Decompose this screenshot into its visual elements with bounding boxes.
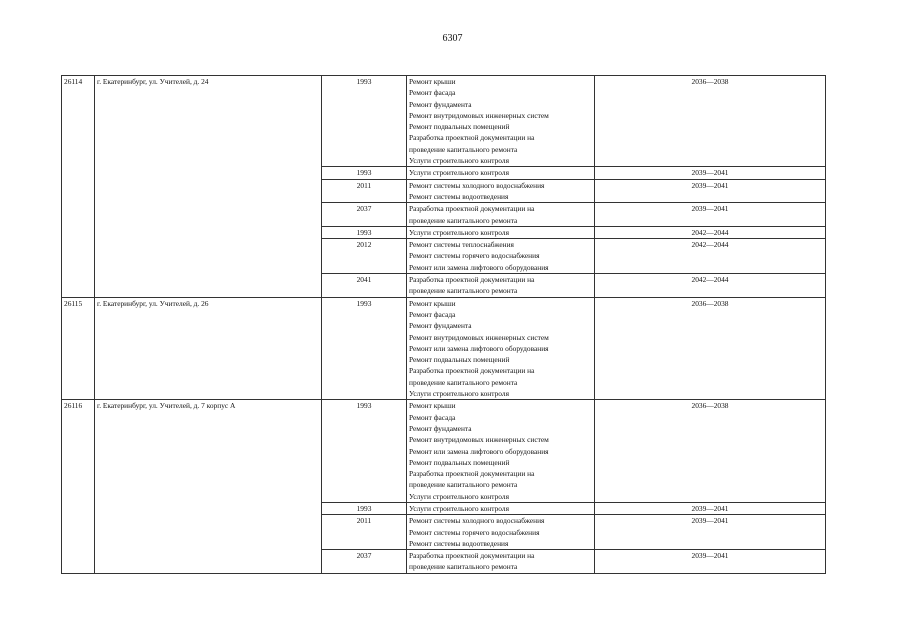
work-item: Услуги строительного контроля [409, 491, 509, 501]
page-number: 6307 [442, 33, 463, 44]
work-item: Ремонт системы холодного водоснабжения [409, 180, 545, 190]
house-id-cell: 26115 [62, 297, 95, 400]
work-item: Ремонт фасада [409, 412, 456, 422]
period-cell: 2042—2044 [595, 239, 826, 274]
period-cell: 2039—2041 [595, 502, 826, 514]
work-item: Ремонт или замена лифтового оборудования [409, 446, 549, 456]
work-item: Разработка проектной документации на [409, 275, 535, 285]
repair-schedule-table [61, 75, 826, 574]
work-item: Ремонт подвальных помещений [409, 355, 510, 365]
year-cell: 1993 [322, 167, 407, 179]
year-cell: 2037 [322, 550, 407, 574]
work-item: Услуги строительного контроля [409, 156, 509, 166]
work-item: проведение капитального ремонта [409, 562, 518, 572]
work-item: Услуги строительного контроля [409, 503, 509, 513]
year-cell: 1993 [322, 76, 407, 167]
work-item: Ремонт или замена лифтового оборудования [409, 262, 549, 272]
year-cell: 1993 [322, 502, 407, 514]
work-item: Ремонт крыши [409, 77, 456, 86]
period-cell: 2042—2044 [595, 274, 826, 298]
work-item: Ремонт фасада [409, 88, 456, 98]
work-item: Ремонт фундамента [409, 423, 472, 433]
works-cell [407, 515, 595, 550]
works-cell [407, 502, 595, 514]
works-cell [407, 203, 595, 227]
house-address-cell: г. Екатеринбург, ул. Учителей, д. 24 [95, 76, 322, 298]
period-cell: 2039—2041 [595, 179, 826, 203]
work-item: Ремонт крыши [409, 401, 456, 411]
house-id-cell: 26114 [62, 76, 95, 298]
work-item: проведение капитального ремонта [409, 144, 518, 154]
work-item: Услуги строительного контроля [409, 168, 509, 178]
house-address-cell: г. Екатеринбург, ул. Учителей, д. 26 [95, 297, 322, 400]
work-item: Ремонт внутридомовых инженерных систем [409, 435, 549, 445]
work-item: Ремонт фундамента [409, 321, 472, 331]
period-cell: 2039—2041 [595, 515, 826, 550]
works-cell [407, 226, 595, 238]
work-item: Услуги строительного контроля [409, 227, 509, 237]
work-item: Разработка проектной документации на [409, 366, 535, 376]
year-cell: 1993 [322, 297, 407, 400]
year-cell: 1993 [322, 400, 407, 503]
year-cell: 2041 [322, 274, 407, 298]
work-item: проведение капитального ремонта [409, 286, 518, 296]
work-item: Ремонт внутридомовых инженерных систем [409, 332, 549, 342]
work-item: Разработка проектной документации на [409, 469, 535, 479]
work-item: Ремонт системы теплоснабжения [409, 240, 514, 250]
works-cell [407, 297, 595, 400]
work-item: Ремонт фасада [409, 309, 456, 319]
work-item: Ремонт системы горячего водоснабжения [409, 251, 540, 261]
period-cell: 2042—2044 [595, 226, 826, 238]
works-cell [407, 550, 595, 574]
period-cell: 2036—2038 [595, 76, 826, 167]
house-id-cell: 26116 [62, 400, 95, 573]
year-cell: 2011 [322, 515, 407, 550]
period-cell: 2039—2041 [595, 550, 826, 574]
table-row [62, 400, 826, 503]
works-cell [407, 76, 595, 167]
work-item: Ремонт подвальных помещений [409, 122, 510, 132]
period-cell: 2036—2038 [595, 297, 826, 400]
work-item: Услуги строительного контроля [409, 389, 509, 399]
year-cell: 2037 [322, 203, 407, 227]
table-body [62, 76, 826, 574]
work-item: Ремонт системы горячего водоснабжения [409, 527, 540, 537]
work-item: Ремонт внутридомовых инженерных систем [409, 110, 549, 120]
work-item: Ремонт фундамента [409, 99, 472, 109]
period-cell: 2039—2041 [595, 203, 826, 227]
work-item: Разработка проектной документации на [409, 204, 535, 214]
works-cell [407, 274, 595, 298]
work-item: Ремонт крыши [409, 298, 456, 308]
period-cell: 2036—2038 [595, 400, 826, 503]
work-item: Ремонт системы водоотведения [409, 538, 509, 548]
year-cell: 2012 [322, 239, 407, 274]
works-cell [407, 400, 595, 503]
works-cell [407, 239, 595, 274]
works-cell [407, 179, 595, 203]
work-item: Ремонт подвальных помещений [409, 457, 510, 467]
year-cell: 2011 [322, 179, 407, 203]
works-cell [407, 167, 595, 179]
house-address-cell: г. Екатеринбург, ул. Учителей, д. 7 корпус А [95, 400, 322, 573]
year-cell: 1993 [322, 226, 407, 238]
work-item: проведение капитального ремонта [409, 377, 518, 387]
work-item: Ремонт системы водоотведения [409, 191, 509, 201]
work-item: Разработка проектной документации на [409, 551, 535, 561]
period-cell: 2039—2041 [595, 167, 826, 179]
table-row [62, 76, 826, 167]
work-item: Ремонт системы холодного водоснабжения [409, 516, 545, 526]
table-row [62, 297, 826, 400]
work-item: проведение капитального ремонта [409, 215, 518, 225]
work-item: проведение капитального ремонта [409, 480, 518, 490]
work-item: Разработка проектной документации на [409, 133, 535, 143]
work-item: Ремонт или замена лифтового оборудования [409, 343, 549, 353]
